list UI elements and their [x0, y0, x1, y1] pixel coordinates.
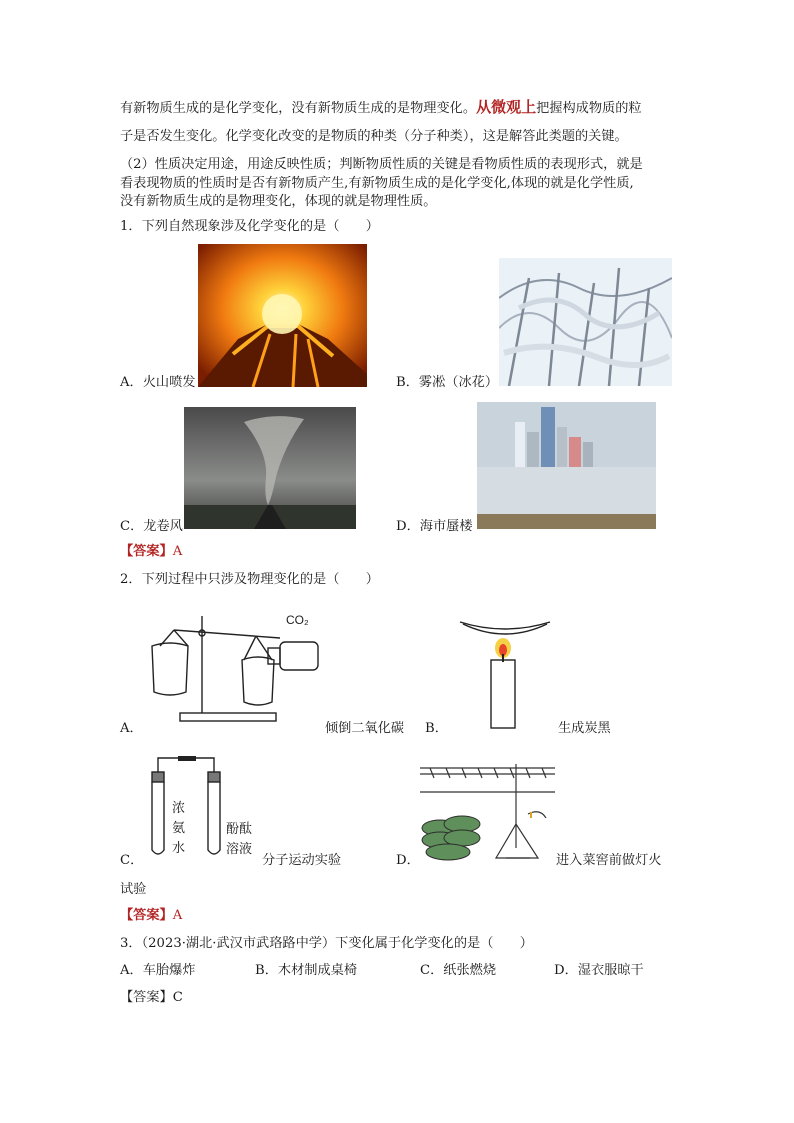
q2-option-a: A．: [120, 721, 143, 736]
q2-option-d: D．: [396, 853, 420, 868]
q2-option-d-continuation: 试验: [120, 882, 147, 897]
intro-para2-line-3: 没有新物质生成的是物理变化，体现的就是物理性质。: [120, 194, 437, 209]
volcano-image: [198, 244, 367, 387]
q3-option-c: C．纸张燃烧: [420, 963, 497, 978]
q1-option-c: C．龙卷风: [120, 519, 183, 534]
balance-co2-figure: [140, 608, 330, 728]
intro-line-1: [120, 98, 642, 118]
co2-label: CO₂: [286, 613, 309, 627]
q1-option-b: B．雾凇（冰花）: [396, 375, 499, 390]
intro-line-2: 子是否发生变化。化学变化改变的是物质的种类（分子种类），这是解答此类题的关键。: [120, 129, 628, 144]
intro-para2-line-2: 看表现物质的性质时是否有新物质产生,有新物质生成的是化学变化,体现的就是化学性质,: [120, 176, 634, 191]
q2-option-a-text: 倾倒二氧化碳: [325, 721, 405, 736]
q2-option-b-text: 生成炭黑: [558, 721, 611, 736]
cellar-figure: [420, 764, 555, 872]
tornado-image: [184, 407, 356, 529]
q2-option-c-text: 分子运动实验: [262, 853, 342, 868]
candle-plate-figure: [455, 612, 555, 730]
q3-answer: 【答案】C: [120, 990, 183, 1005]
test-tubes-figure: [144, 754, 230, 862]
q1-option-a: A．火山喷发: [120, 375, 196, 390]
q1-option-d: D．海市蜃楼: [396, 519, 473, 534]
intro-line-1-b: 把握构成物质的粒: [536, 101, 642, 116]
q3-option-a: A．车胎爆炸: [120, 963, 196, 978]
q2-stem: 2．下列过程中只涉及物理变化的是（ ）: [120, 572, 379, 587]
phenolphthalein-label: 酚酞 溶液: [226, 822, 253, 857]
intro-highlight: 从微观上: [476, 98, 537, 116]
q1-stem: 1．下列自然现象涉及化学变化的是（ ）: [120, 219, 379, 234]
q1-answer: 【答案】A: [120, 544, 183, 559]
rime-ice-image: [499, 258, 672, 386]
intro-para2-line-1: （2）性质决定用途，用途反映性质；判断物质性质的关键是看物质性质的表现形式，就是: [120, 157, 643, 172]
ammonia-label: 浓 氨 水: [172, 801, 186, 856]
q2-option-c: C．: [120, 853, 144, 868]
q2-option-b: B．: [425, 721, 448, 736]
q3-option-b: B．木材制成桌椅: [255, 963, 358, 978]
q3-option-d: D．湿衣服晾干: [554, 963, 644, 978]
q3-stem: 3．（2023·湖北·武汉市武珞路中学）下变化属于化学变化的是（ ）: [120, 936, 533, 951]
q2-answer: 【答案】A: [120, 908, 183, 923]
mirage-image: [477, 402, 656, 529]
q2-option-d-text: 进入菜窖前做灯火: [556, 853, 662, 868]
intro-line-1-a: 有新物质生成的是化学变化，没有新物质生成的是物理变化。: [120, 101, 477, 116]
